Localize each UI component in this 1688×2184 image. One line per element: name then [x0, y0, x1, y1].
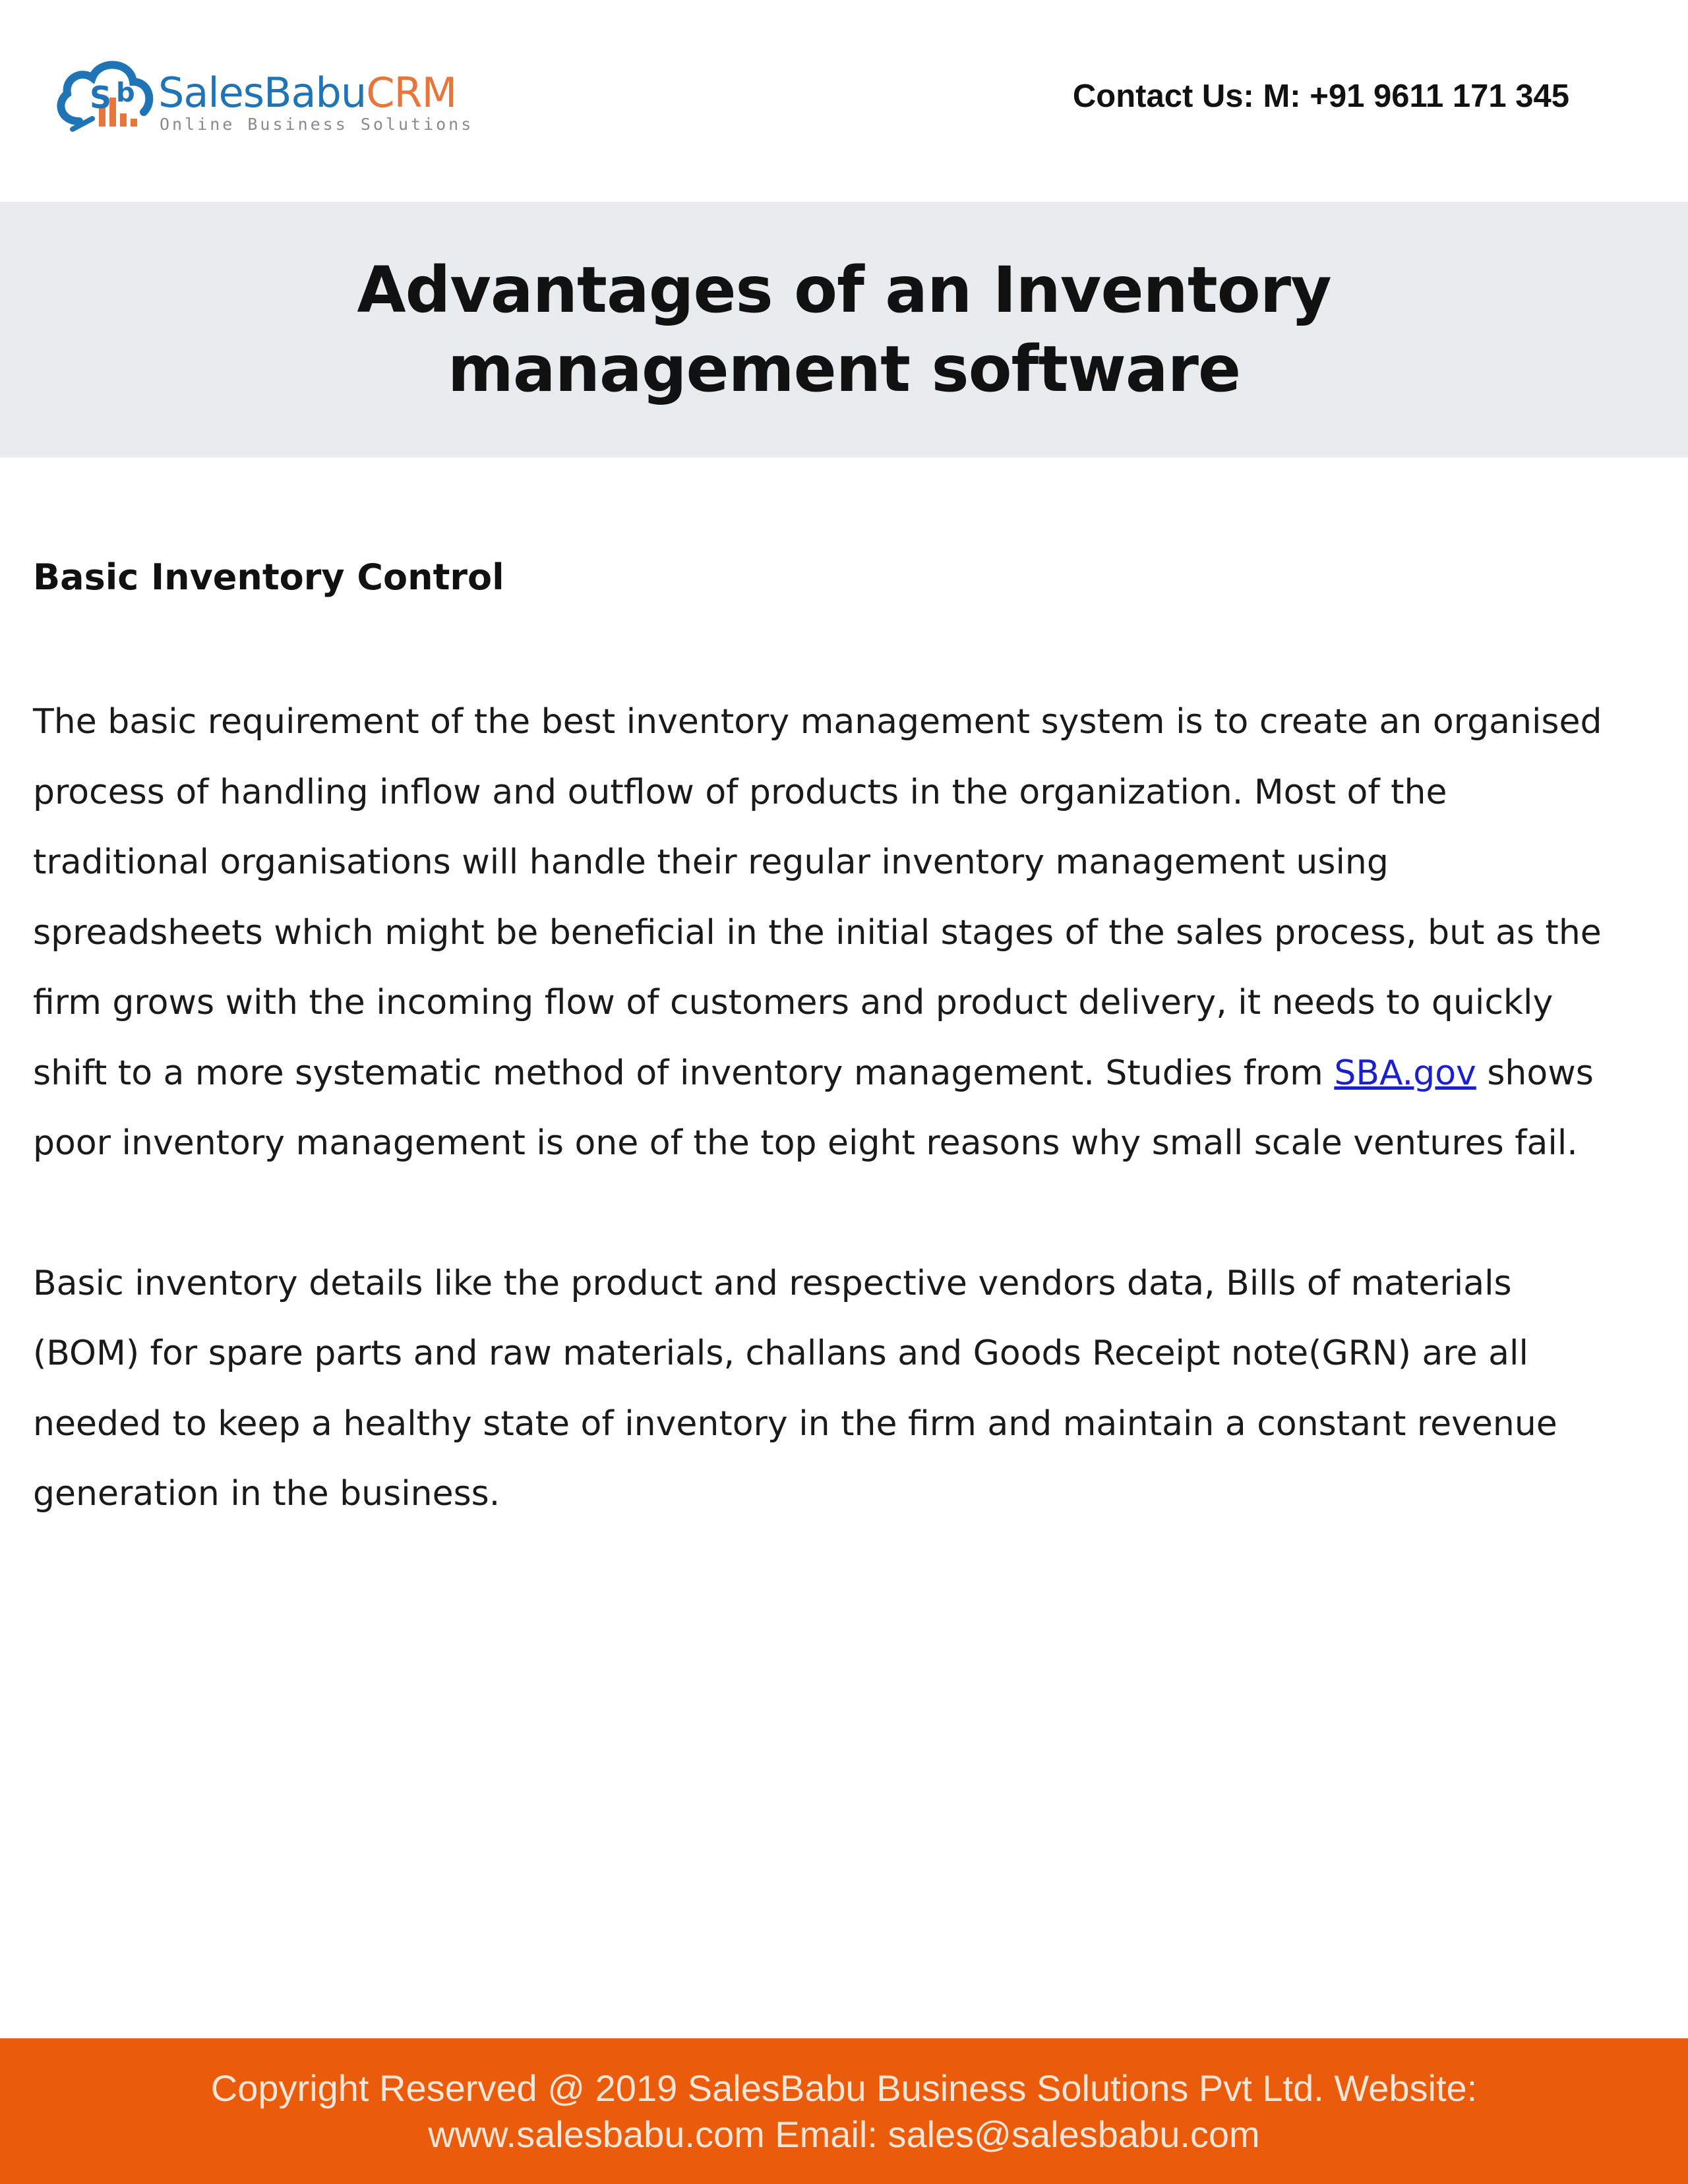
paragraph-1-text-end: shows poor inventory management is one of the top eight reasons why small scale ventures fail.: [33, 1053, 1594, 1163]
cloud-chart-icon: [53, 55, 158, 141]
paragraph-1: [33, 687, 1615, 1179]
logo-wordmark: SalesBabuCRM: [158, 69, 457, 117]
page-footer: [0, 2038, 1688, 2184]
salesbabu-logo[interactable]: [53, 55, 474, 141]
logo-tagline: Online Business Solutions: [160, 115, 474, 134]
paragraph-1-text-start: The basic requirement of the best inventory management system is to create an organised process of handling inflow and outflow of products in the organization. Most of the traditional organisations will handle their regular inventory management using spreadsheets which might be beneficial in the initial stages of the sales process, but as the firm grows with the incoming flow of customers and product delivery, it needs to quickly shift to a more systematic method of inventory management. Studies from: [33, 702, 1602, 1093]
page-title: Advantages of an Inventory management software: [357, 253, 1331, 406]
sba-gov-link[interactable]: SBA.gov: [1334, 1053, 1476, 1093]
section-heading: Basic Inventory Control: [33, 556, 504, 598]
paragraph-2: Basic inventory details like the product and respective vendors data, Bills of materials (BOM) for spare parts and raw materials, challans and Goods Receipt note(GRN) are all needed to keep a healthy state of inventory in the firm and maintain a constant revenue generation in the business.: [33, 1263, 1557, 1514]
title-banner: [0, 202, 1688, 457]
main-content: [33, 547, 1615, 1529]
page-header: [0, 0, 1688, 202]
svg-text:b: b: [116, 78, 135, 108]
contact-info: Contact Us: M: +91 9611 171 345: [1072, 78, 1569, 114]
footer-copyright: Copyright Reserved @ 2019 SalesBabu Business Solutions Pvt Ltd. Website: www.salesbabu.com Email: sales@salesbabu.com: [210, 2067, 1478, 2155]
svg-text:S: S: [90, 80, 112, 115]
